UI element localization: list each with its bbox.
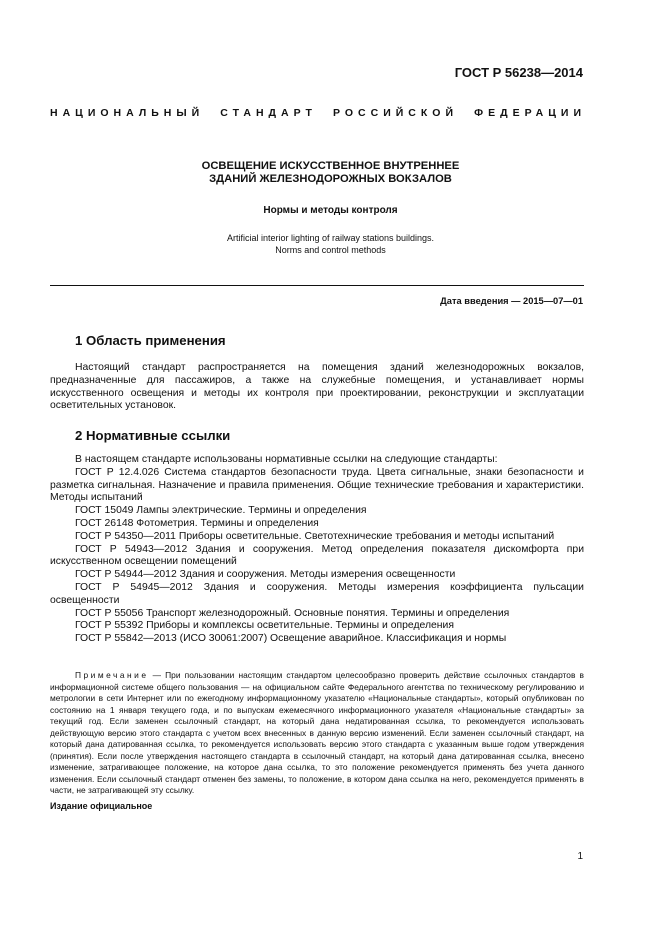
title-line-1: ОСВЕЩЕНИЕ ИСКУССТВЕННОЕ ВНУТРЕННЕЕ <box>201 160 460 172</box>
document-title <box>0 160 661 186</box>
document-code: ГОСТ Р 56238—2014 <box>454 65 583 80</box>
page-number: 1 <box>577 851 583 862</box>
english-title-line-1: Artificial interior lighting of railway stations buildings. <box>226 233 435 243</box>
note-text: — При пользовании настоящим стандартом целесообразно проверить действие ссылочных стандартов в информационной системе общего пользования — на официальном сайте Федерального агентства по техническому регулированию и метрологии в сети Интернет или по ежегодному информационному указателю «Национальные стандарты», который опубликован по состоянию на 1 января текущего года, и по выпускам ежемесячного информационного указателя «Национальные стандарты» за текущий год. Если заменен ссылочный стандарт, на который дана недатированная ссылка, то рекомендуется использовать действующую версию этого стандарта с учетом всех внесенных в данную версию изменений. Если заменен ссылочный стандарт, на который дана датированная ссылка, то рекомендуется использовать версию этого стандарта с указанным выше годом утверждения (принятия). Если после утверждения настоящего стандарта в ссылочный стандарт, на который дана датированная ссылка, внесено изменение, затрагивающее положение, на которое дана ссылка, то это положение рекомендуется применять без учета данного изменения. Если ссылочный стандарт отменен без замены, то положение, в котором дана ссылка на него, рекомендуется применять в части, не затрагивающей эту ссылку. <box>50 670 584 795</box>
reference-item: ГОСТ 26148 Фотометрия. Термины и определения <box>75 517 319 529</box>
references-note <box>50 670 584 797</box>
reference-item: ГОСТ Р 12.4.026 Система стандартов безопасности труда. Цвета сигнальные, знаки безопасности и разметка сигнальная. Назначение и правила применения. Общие технические требования и характеристики. Методы испытаний <box>50 466 584 504</box>
english-title <box>0 232 661 256</box>
reference-item: ГОСТ Р 54943—2012 Здания и сооружения. Метод определения показателя дискомфорта при искусственном освещении помещений <box>50 543 584 568</box>
section-1-text: Настоящий стандарт распространяется на помещения зданий железнодорожных вокзалов, предназначенные для пассажиров, а также на служебные помещения, и устанавливает нормы искусственного освещения и методы их контроля при проектировании, реконструкции и эксплуатации осветительных установок. <box>50 362 584 412</box>
reference-item: ГОСТ Р 55056 Транспорт железнодорожный. Основные понятия. Термины и определения <box>75 607 510 619</box>
normative-references <box>50 454 584 646</box>
title-line-2: ЗДАНИЙ ЖЕЛЕЗНОДОРОЖНЫХ ВОКЗАЛОВ <box>209 173 452 185</box>
note-label: Примечание <box>75 670 149 680</box>
english-title-line-2: Norms and control methods <box>275 245 386 255</box>
reference-item: ГОСТ Р 54944—2012 Здания и сооружения. Методы измерения освещенности <box>75 569 456 581</box>
header-divider <box>50 285 584 286</box>
section-1-heading: 1 Область применения <box>75 333 226 348</box>
reference-item: ГОСТ Р 54945—2012 Здания и сооружения. Методы измерения коэффициента пульсации освещенности <box>50 581 584 606</box>
references-intro: В настоящем стандарте использованы нормативные ссылки на следующие стандарты: <box>75 454 498 465</box>
introduction-date: Дата введения — 2015—07—01 <box>440 296 583 306</box>
reference-item: ГОСТ Р 54350—2011 Приборы осветительные. Светотехнические требования и методы испытаний <box>75 530 555 542</box>
section-2-heading: 2 Нормативные ссылки <box>75 428 231 443</box>
reference-item: ГОСТ Р 55392 Приборы и комплексы осветительные. Термины и определения <box>75 620 454 632</box>
national-standard-banner: НАЦИОНАЛЬНЫЙ СТАНДАРТ РОССИЙСКОЙ ФЕДЕРАЦИИ <box>50 107 586 119</box>
official-edition: Издание официальное <box>50 801 153 811</box>
document-subtitle: Нормы и методы контроля <box>263 205 398 216</box>
reference-item: ГОСТ 15049 Лампы электрические. Термины и определения <box>75 505 367 517</box>
reference-item: ГОСТ Р 55842—2013 (ИСО 30061:2007) Освещение аварийное. Классификация и нормы <box>75 633 507 645</box>
